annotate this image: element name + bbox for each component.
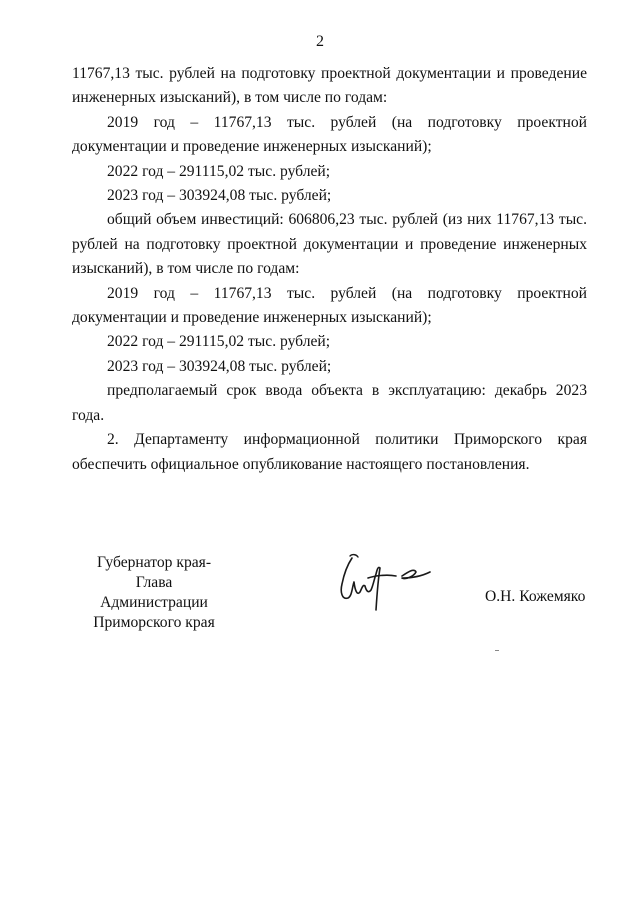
page-number: 2: [316, 33, 324, 50]
paragraph-10: 2. Департаменту информационной политики Приморского края обеспечить официальное опубликование настоящего постановления.: [72, 431, 587, 473]
handwritten-signature: [330, 548, 440, 618]
document-body: [72, 62, 587, 477]
position-line-3: Приморского края: [93, 614, 215, 631]
signatory-name: О.Н. Кожемяко: [485, 588, 586, 605]
paragraph-7: 2022 год – 291115,02 тыс. рублей;: [107, 333, 331, 351]
signatory-position: [80, 553, 228, 633]
paragraph-5: общий объем инвестиций: 606806,23 тыс. рублей (из них 11767,13 тыс. рублей на подготовку проектной документации и проведение инженерных изысканий), в том числе по годам:: [72, 211, 587, 278]
paragraph-2: 2019 год – 11767,13 тыс. рублей (на подготовку проектной документации и проведение инженерных изысканий);: [72, 113, 587, 156]
paragraph-8: 2023 год – 303924,08 тыс. рублей;: [107, 357, 332, 375]
paragraph-6: 2019 год – 11767,13 тыс. рублей (на подготовку проектной документации и проведение инженерных изысканий);: [72, 284, 587, 327]
scan-mark: [495, 650, 499, 651]
paragraph-1: 11767,13 тыс. рублей на подготовку проектной документации и проведение инженерных изысканий), в том числе по годам:: [72, 65, 587, 107]
position-line-1: Губернатор края-: [96, 554, 212, 571]
paragraph-9: предполагаемый срок ввода объекта в эксплуатацию: декабрь 2023 года.: [72, 382, 587, 424]
position-line-2: Глава Администрации: [100, 574, 208, 611]
paragraph-4: 2023 год – 303924,08 тыс. рублей;: [107, 187, 332, 205]
paragraph-3: 2022 год – 291115,02 тыс. рублей;: [107, 162, 331, 180]
